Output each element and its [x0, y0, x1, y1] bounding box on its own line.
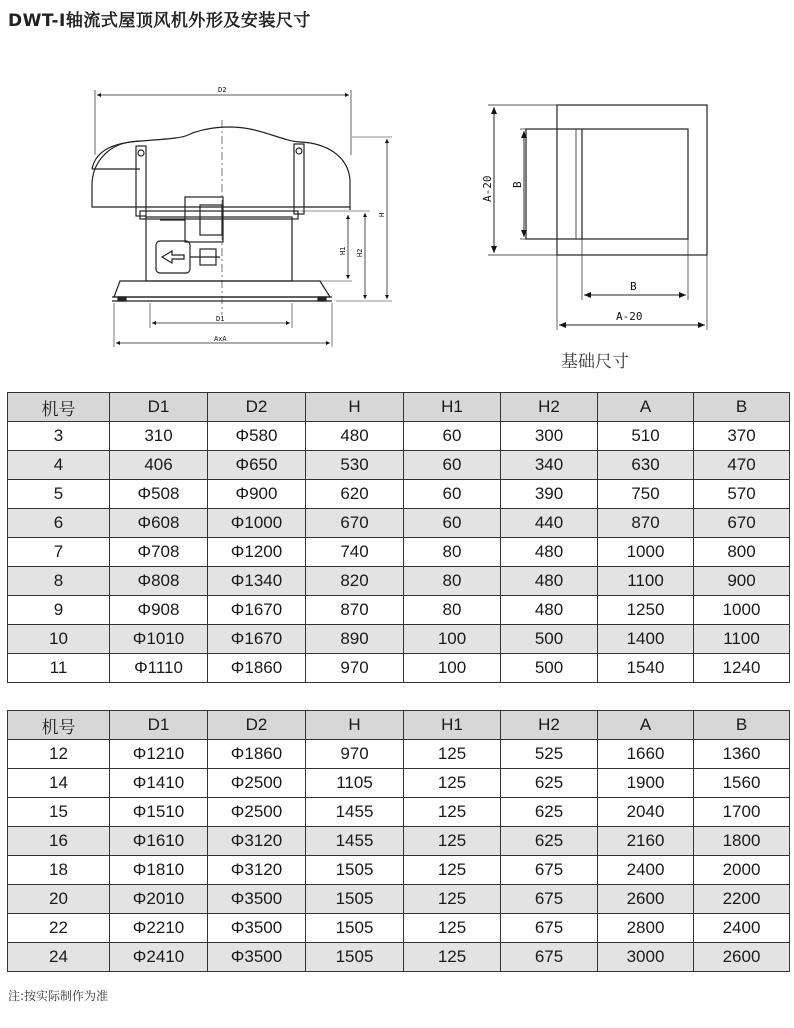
table-row: [8, 856, 790, 885]
table-cell: 1455: [306, 827, 404, 856]
table-cell: Φ650: [208, 451, 306, 480]
table-cell: 2200: [694, 885, 790, 914]
table-cell: Φ1670: [208, 625, 306, 654]
table-cell: 1100: [598, 567, 694, 596]
table-cell: 1100: [694, 625, 790, 654]
column-header: B: [694, 711, 790, 740]
table-cell: 630: [598, 451, 694, 480]
dim-h1-label: H1: [339, 246, 347, 255]
table-row: [8, 480, 790, 509]
column-header: H2: [501, 711, 598, 740]
table-cell: 1000: [598, 538, 694, 567]
table-cell: Φ808: [110, 567, 208, 596]
table-cell: 480: [501, 596, 598, 625]
table-cell: 2000: [694, 856, 790, 885]
table-cell: 1360: [694, 740, 790, 769]
table-cell: 3000: [598, 943, 694, 972]
table-cell: 570: [694, 480, 790, 509]
column-header: B: [694, 393, 790, 422]
column-header: 机号: [8, 711, 110, 740]
table-cell: 800: [694, 538, 790, 567]
table-cell: 5: [8, 480, 110, 509]
column-header: H2: [501, 393, 598, 422]
table-cell: Φ2410: [110, 943, 208, 972]
fan-side-view: [92, 90, 392, 347]
table-row: [8, 914, 790, 943]
table-cell: 1105: [306, 769, 404, 798]
table-cell: 60: [404, 480, 501, 509]
table-cell: Φ1210: [110, 740, 208, 769]
table-cell: 820: [306, 567, 404, 596]
table-cell: 16: [8, 827, 110, 856]
table-cell: 480: [501, 567, 598, 596]
table-cell: Φ1000: [208, 509, 306, 538]
column-header: 机号: [8, 393, 110, 422]
table-cell: 1540: [598, 654, 694, 683]
table-cell: 125: [404, 856, 501, 885]
column-header: H1: [404, 393, 501, 422]
table-cell: 11: [8, 654, 110, 683]
table-cell: 500: [501, 625, 598, 654]
table-row: [8, 422, 790, 451]
table-cell: 15: [8, 798, 110, 827]
table-cell: 125: [404, 914, 501, 943]
table-cell: 18: [8, 856, 110, 885]
table-header-row: [8, 393, 790, 422]
column-header: H: [306, 393, 404, 422]
table-cell: 970: [306, 654, 404, 683]
dim-axa-label: AxA: [214, 335, 227, 343]
table-cell: Φ1510: [110, 798, 208, 827]
table-cell: 480: [306, 422, 404, 451]
table-row: [8, 654, 790, 683]
table-cell: 10: [8, 625, 110, 654]
table-cell: 80: [404, 538, 501, 567]
table-header-row: [8, 711, 790, 740]
column-header: H1: [404, 711, 501, 740]
base-dimensions-caption: 基础尺寸: [561, 352, 629, 372]
table-cell: 6: [8, 509, 110, 538]
fan-technical-drawing: [0, 45, 794, 385]
table-cell: 2040: [598, 798, 694, 827]
column-header: D1: [110, 711, 208, 740]
table-cell: Φ608: [110, 509, 208, 538]
table-cell: 3: [8, 422, 110, 451]
table-cell: 900: [694, 567, 790, 596]
table-cell: 80: [404, 567, 501, 596]
column-header: D1: [110, 393, 208, 422]
table-cell: 470: [694, 451, 790, 480]
table-cell: 60: [404, 422, 501, 451]
table-cell: 100: [404, 625, 501, 654]
column-header: D2: [208, 711, 306, 740]
table-cell: 125: [404, 827, 501, 856]
table-cell: Φ2500: [208, 769, 306, 798]
table-row: [8, 596, 790, 625]
table-cell: 2600: [598, 885, 694, 914]
table-cell: Φ1860: [208, 654, 306, 683]
table-cell: Φ3500: [208, 943, 306, 972]
table-cell: 2600: [694, 943, 790, 972]
table-cell: 12: [8, 740, 110, 769]
table-cell: 740: [306, 538, 404, 567]
table-cell: Φ508: [110, 480, 208, 509]
table-1-body: [8, 422, 790, 683]
table-cell: 530: [306, 451, 404, 480]
table-cell: 625: [501, 798, 598, 827]
table-row: [8, 567, 790, 596]
table-cell: 4: [8, 451, 110, 480]
table-cell: Φ2210: [110, 914, 208, 943]
dimension-table-1: [7, 392, 790, 683]
table-cell: 970: [306, 740, 404, 769]
dim-h2-label: H2: [356, 248, 364, 257]
dim-d1-label: D1: [216, 315, 225, 323]
table-row: [8, 827, 790, 856]
table-cell: Φ1610: [110, 827, 208, 856]
table-cell: Φ3120: [208, 827, 306, 856]
table-row: [8, 798, 790, 827]
table-2-body: [8, 740, 790, 972]
table-cell: 2800: [598, 914, 694, 943]
table-cell: 1240: [694, 654, 790, 683]
table-cell: Φ908: [110, 596, 208, 625]
table-cell: 125: [404, 740, 501, 769]
table-cell: 310: [110, 422, 208, 451]
table-cell: 1660: [598, 740, 694, 769]
table-cell: 125: [404, 798, 501, 827]
table-cell: 1505: [306, 943, 404, 972]
table-cell: 125: [404, 885, 501, 914]
table-cell: 1800: [694, 827, 790, 856]
column-header: D2: [208, 393, 306, 422]
table-cell: 370: [694, 422, 790, 451]
table-cell: Φ3500: [208, 885, 306, 914]
table-cell: 1505: [306, 914, 404, 943]
page-title: DWT-Ⅰ轴流式屋顶风机外形及安装尺寸: [8, 11, 311, 31]
table-cell: 14: [8, 769, 110, 798]
table-cell: 2400: [598, 856, 694, 885]
table-cell: 870: [306, 596, 404, 625]
table-cell: 625: [501, 769, 598, 798]
table-cell: Φ3120: [208, 856, 306, 885]
table-cell: 675: [501, 885, 598, 914]
dim-a20-vertical-label: A-20: [481, 175, 494, 202]
table-cell: 2160: [598, 827, 694, 856]
table-cell: 890: [306, 625, 404, 654]
table-cell: 440: [501, 509, 598, 538]
table-cell: 1700: [694, 798, 790, 827]
table-cell: 1560: [694, 769, 790, 798]
table-cell: 300: [501, 422, 598, 451]
table-row: [8, 509, 790, 538]
table-cell: Φ1010: [110, 625, 208, 654]
dim-a20-horizontal-label: A-20: [616, 310, 643, 323]
dim-d2-label: D2: [218, 86, 227, 94]
table-cell: 1505: [306, 885, 404, 914]
dim-h-label: H: [378, 212, 386, 217]
table-row: [8, 538, 790, 567]
table-cell: Φ1860: [208, 740, 306, 769]
table-cell: 60: [404, 509, 501, 538]
table-cell: Φ1340: [208, 567, 306, 596]
table-cell: Φ2500: [208, 798, 306, 827]
table-cell: 500: [501, 654, 598, 683]
table-row: [8, 943, 790, 972]
table-cell: Φ1200: [208, 538, 306, 567]
table-cell: 480: [501, 538, 598, 567]
table-cell: 60: [404, 451, 501, 480]
table-cell: Φ900: [208, 480, 306, 509]
table-cell: Φ3500: [208, 914, 306, 943]
table-cell: 675: [501, 914, 598, 943]
table-cell: 625: [501, 827, 598, 856]
table-cell: 406: [110, 451, 208, 480]
table-cell: 1000: [694, 596, 790, 625]
table-cell: Φ1810: [110, 856, 208, 885]
table-cell: 675: [501, 856, 598, 885]
table-cell: Φ1670: [208, 596, 306, 625]
table-cell: 750: [598, 480, 694, 509]
table-row: [8, 451, 790, 480]
table-cell: 1250: [598, 596, 694, 625]
table-cell: 1505: [306, 856, 404, 885]
table-cell: 1400: [598, 625, 694, 654]
table-cell: 2400: [694, 914, 790, 943]
table-cell: 870: [598, 509, 694, 538]
table-row: [8, 769, 790, 798]
table-cell: 1455: [306, 798, 404, 827]
dim-b-vertical-label: B: [511, 181, 524, 188]
column-header: A: [598, 711, 694, 740]
table-cell: 675: [501, 943, 598, 972]
table-cell: Φ1110: [110, 654, 208, 683]
table-cell: 525: [501, 740, 598, 769]
column-header: A: [598, 393, 694, 422]
table-cell: 9: [8, 596, 110, 625]
table-cell: 670: [694, 509, 790, 538]
table-cell: Φ580: [208, 422, 306, 451]
table-cell: 510: [598, 422, 694, 451]
table-cell: Φ2010: [110, 885, 208, 914]
table-row: [8, 740, 790, 769]
table-cell: 100: [404, 654, 501, 683]
table-cell: 20: [8, 885, 110, 914]
table-cell: 7: [8, 538, 110, 567]
dim-b-horizontal-label: B: [630, 280, 637, 293]
table-cell: 390: [501, 480, 598, 509]
table-cell: 80: [404, 596, 501, 625]
table-cell: Φ1410: [110, 769, 208, 798]
table-cell: 620: [306, 480, 404, 509]
footnote: 注:按实际制作为准: [8, 989, 109, 1003]
table-cell: 22: [8, 914, 110, 943]
table-cell: 340: [501, 451, 598, 480]
table-cell: 125: [404, 943, 501, 972]
column-header: H: [306, 711, 404, 740]
table-row: [8, 885, 790, 914]
table-cell: 8: [8, 567, 110, 596]
base-plan-view: [488, 105, 707, 330]
table-cell: Φ708: [110, 538, 208, 567]
table-cell: 670: [306, 509, 404, 538]
dimension-table-2: [7, 710, 790, 972]
table-cell: 1900: [598, 769, 694, 798]
table-cell: 125: [404, 769, 501, 798]
table-cell: 24: [8, 943, 110, 972]
table-row: [8, 625, 790, 654]
